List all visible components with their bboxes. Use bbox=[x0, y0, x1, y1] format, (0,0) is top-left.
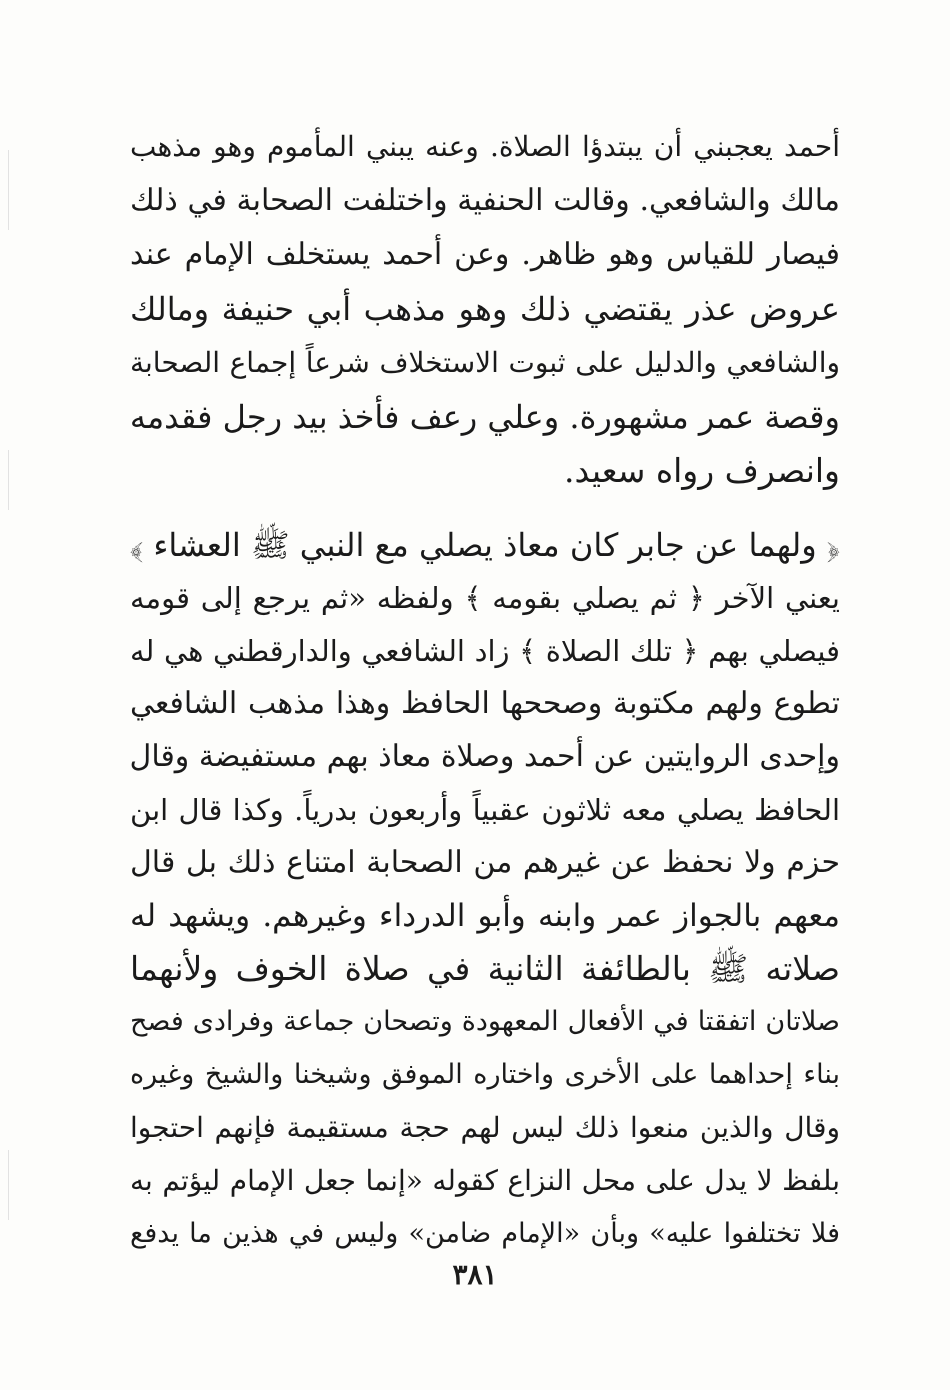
paragraph-2 bbox=[130, 518, 840, 1252]
text-line: وانصرف رواه سعيد. bbox=[564, 451, 840, 490]
page-edge-line bbox=[8, 450, 9, 510]
text-line: وقصة عمر مشهورة. وعلي رعف فأخذ بيد رجل فقدمه bbox=[130, 398, 840, 436]
text-line: يعني الآخر ﴿ ثم يصلي بقومه ﴾ ولفظه «ثم يرجع إلى قومه bbox=[130, 581, 840, 615]
text-line: صلاتان اتفقتا في الأفعال المعهودة وتصحان جماعة وفرادى فصح bbox=[130, 1006, 840, 1037]
text-line: فيصار للقياس وهو ظاهر. وعن أحمد يستخلف الإمام عند bbox=[130, 237, 840, 272]
text-line: فلا تختلفوا عليه» وبأن «الإمام ضامن» وليس في هذين ما يدفع bbox=[130, 1218, 840, 1249]
text-line: بلفظ لا يدل على محل النزاع كقوله «إنما جعل الإمام ليؤتم به bbox=[130, 1164, 840, 1197]
page-number: ٣٨١ bbox=[452, 1258, 498, 1291]
text-line: صلاته ﷺ بالطائفة الثانية في صلاة الخوف ولأنهما bbox=[130, 949, 840, 988]
text-line: ﴿ ولهما عن جابر كان معاذ يصلي مع النبي ﷺ العشاء ﴾ bbox=[130, 526, 840, 564]
text-line: والشافعي والدليل على ثبوت الاستخلاف شرعاً إجماع الصحابة bbox=[130, 346, 840, 379]
text-line: وقال والذين منعوا ذلك ليس لهم حجة مستقيمة فإنهم احتجوا bbox=[130, 1111, 840, 1144]
text-line: فيصلي بهم ﴿ تلك الصلاة ﴾ زاد الشافعي والدارقطني هي له bbox=[130, 634, 840, 668]
page-edge-line bbox=[8, 1150, 9, 1220]
text-line: حزم ولا نحفظ عن غيرهم من الصحابة امتناع ذلك بل قال bbox=[130, 845, 840, 880]
paragraph-1 bbox=[130, 120, 840, 498]
text-line: أحمد يعجبني أن يبتدؤا الصلاة. وعنه يبني المأموم وهو مذهب bbox=[130, 130, 840, 163]
text-line: الحافظ يصلي معه ثلاثون عقبياً وأربعون بدرياً. وكذا قال ابن bbox=[130, 793, 840, 827]
text-line: معهم بالجواز عمر وابنه وأبو الدرداء وغيرهم. ويشهد له bbox=[130, 898, 840, 934]
text-line: بناء إحداهما على الأخرى واختاره الموفق وشيخنا والشيخ وغيره bbox=[130, 1059, 840, 1090]
text-line: تطوع ولهم مكتوبة وصححها الحافظ وهذا مذهب الشافعي bbox=[130, 686, 840, 721]
text-line: عروض عذر يقتضي ذلك وهو مذهب أبي حنيفة ومالك bbox=[130, 290, 840, 328]
text-line: مالك والشافعي. وقالت الحنفية واختلفت الصحابة في ذلك bbox=[130, 183, 840, 218]
page-edge-line bbox=[8, 150, 9, 230]
text-line: وإحدى الروايتين عن أحمد وصلاة معاذ بهم مستفيضة وقال bbox=[130, 739, 840, 774]
